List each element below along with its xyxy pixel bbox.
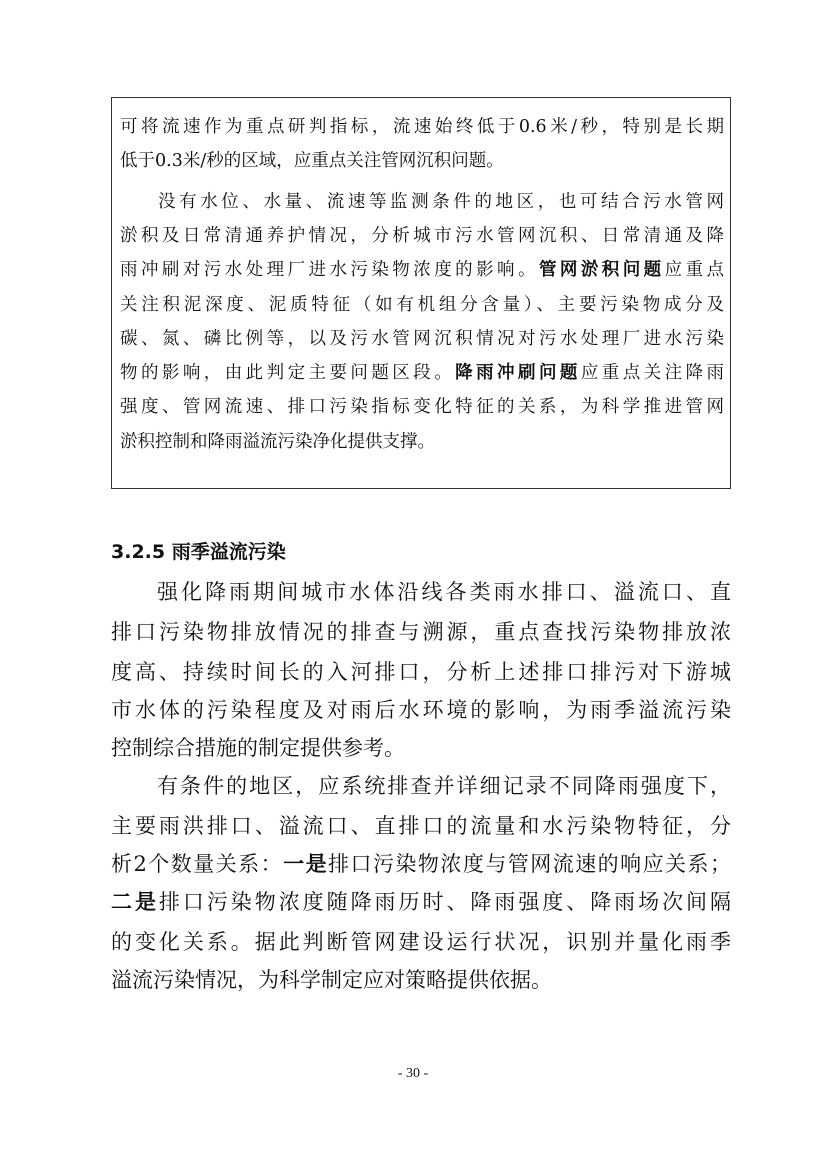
bold-term-rain-flushing: 降雨冲刷问题 [455,363,581,383]
bold-term-pipe-siltation: 管网淤积问题 [538,260,665,280]
text-run: 排口污染物浓度随降雨历时、降雨强度、降雨场次间隔 [158,890,731,914]
box-paragraph-2-line-5: 碳、氮、磷比例等，以及污水管网沉积情况对污水处理厂进水污染 [120,329,724,349]
box-paragraph-2-line-7: 强度、管网流速、排口污染指标变化特征的关系，为科学推进管网 [120,397,724,417]
box-paragraph-2-line-1: 没有水位、水量、流速等监测条件的地区，也可结合污水管网 [158,192,724,212]
section-paragraph-2-line-6: 溢流污染情况，为科学制定应对策略提供依据。 [111,968,552,992]
page-number: - 30 - [397,1066,429,1081]
box-paragraph-2-line-8: 淤积控制和降雨溢流污染净化提供支撑。 [120,432,435,452]
box-paragraph-2-line-3 [120,255,724,285]
section-paragraph-2-line-1: 有条件的地区，应系统排查并详细记录不同降雨强度下， [157,774,731,798]
text-run: 析2个数量关系： [111,852,284,876]
bold-term-first: 一是 [283,852,329,876]
text-run: 应重点关注降雨 [580,363,725,383]
section-paragraph-1-line-4: 市水体的污染程度及对雨后水环境的影响，为雨季溢流污染 [111,698,731,722]
text-run: 雨冲刷对污水处理厂进水污染物浓度的影响。 [120,260,539,280]
section-paragraph-2-line-5: 的变化关系。据此判断管网建设运行状况，识别并量化雨季 [111,930,731,954]
section-heading: 3.2.5 雨季溢流污染 [111,541,286,563]
text-run: 排口污染物浓度与管网流速的响应关系； [328,852,731,876]
section-paragraph-2-line-3 [111,846,731,882]
box-paragraph-1-line-2: 低于0.3米/秒的区域，应重点关注管网沉积问题。 [120,151,504,171]
bold-term-second: 二是 [111,890,159,914]
section-paragraph-1-line-5: 控制综合措施的制定提供参考。 [111,736,405,760]
section-paragraph-2-line-4 [111,884,731,920]
text-run: 物的影响，由此判定主要问题区段。 [120,363,456,383]
section-paragraph-2-line-2: 主要雨洪排口、溢流口、直排口的流量和水污染物特征，分 [111,814,731,838]
box-paragraph-2-line-4: 关注积泥深度、泥质特征（如有机组分含量）、主要污染物成分及 [120,295,724,315]
text-run: 应重点 [664,260,725,280]
section-paragraph-1-line-3: 度高、持续时间长的入河排口，分析上述排口排污对下游城 [111,660,731,684]
boxed-text-panel [111,97,731,489]
section-paragraph-1-line-2: 排口污染物排放情况的排查与溯源，重点查找污染物排放浓 [111,620,731,644]
box-paragraph-2-line-2: 淤积及日常清通养护情况，分析城市污水管网沉积、日常清通及降 [120,226,724,246]
box-paragraph-1-line-1: 可将流速作为重点研判指标，流速始终低于0.6米/秒，特别是长期 [120,117,724,137]
section-paragraph-1-line-1: 强化降雨期间城市水体沿线各类雨水排口、溢流口、直 [157,580,731,604]
box-paragraph-2-line-6 [120,358,724,388]
